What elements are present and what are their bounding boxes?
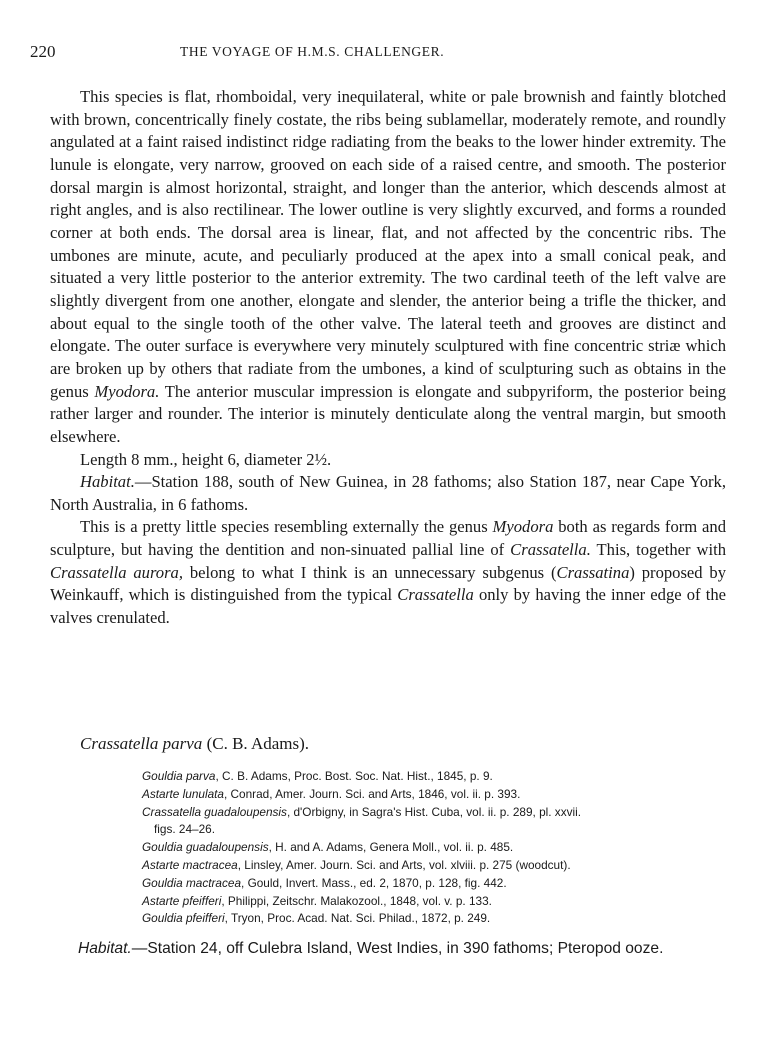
synonym-citation: , Conrad, Amer. Journ. Sci. and Arts, 1846, vol. ii. p. 393. [223, 786, 521, 801]
species-name: Crassatella aurora, [50, 562, 184, 582]
synonym-name: Gouldia mactracea [142, 875, 242, 890]
remarks-text: ) proposed by Weinkauff, which is distinguished from the typical [50, 562, 727, 605]
synonym-citation: , Gould, Invert. Mass., ed. 2, 1870, p. 128, fig. 442. [241, 875, 507, 890]
running-header [30, 42, 746, 64]
description-text-end: The anterior muscular impression is elongate and subpyriform, the posterior being rather larger and rounder. The interior is minutely denticulate along the ventral margin, but smooth elsewhere. [50, 381, 726, 446]
synonym-name: Gouldia pfeifferi [142, 911, 225, 926]
species-heading-name: Crassatella parva [80, 734, 203, 753]
synonym-citation: , Philippi, Zeitschr. Malakozool., 1848, vol. v. p. 133. [221, 893, 492, 908]
synonym-name: Astarte mactracea [142, 857, 238, 872]
synonym-name: Crassatella guadaloupensis [142, 804, 287, 819]
habitat-paragraph [50, 471, 726, 516]
genus-name: Crassatella [397, 585, 474, 605]
synonymy-entry [142, 857, 730, 875]
remarks-text: belong to what I think is an unnecessary subgenus ( [183, 562, 557, 582]
remarks-text: both as regards form and sculpture, but having the dentition and non-sinuated pallial line of [50, 517, 726, 560]
remarks-paragraph [50, 516, 726, 629]
synonymy-continuation: figs. 24–26. [154, 822, 215, 837]
synonym-citation: , d'Orbigny, in Sagra's Hist. Cuba, vol. ii. p. 289, pl. xxvii. [286, 804, 582, 819]
description-paragraph [50, 86, 726, 449]
genus-name: Myodora. [94, 381, 160, 401]
synonymy-entry [142, 768, 730, 786]
species-heading [80, 734, 309, 754]
description-text: This species is flat, rhomboidal, very inequilateral, white or pale brownish and faintly blotched with brown, concentrically finely costate, the ribs being sublamellar, moderately remote, and roundly angulated at a faint raised indistinct ridge radiating from the beaks to the lower hinder extremity. The lunule is elongate, very narrow, grooved on each side of a raised centre, and smooth. The posterior dorsal margin is almost horizontal, straight, and longer than the anterior, which descends almost at right angles, and is also rectilinear. The lower outline is very slightly excurved, and forms a rounded corner at both ends. The dorsal area is linear, flat, and not affected by the concentric ribs. The umbones are minute, acute, and peculiarly produced at the apex into a small conical peak, and situated a very little posterior to the anterior extremity. The two cardinal teeth of the left valve are slightly divergent from one another, elongate and slender, the anterior being a trifle the thicker, and about equal to the single tooth of the other valve. The lateral teeth and grooves are distinct and elongate. The outer surface is everywhere very minutely sculptured with fine concentric striæ which are broken up by others that radiate from the umbones, a kind of sculpturing such as obtains in the genus [50, 87, 726, 401]
synonymy-entry [142, 875, 730, 893]
synonym-citation: , H. and A. Adams, Genera Moll., vol. ii. p. 485. [268, 840, 514, 855]
habitat-text: —Station 24, off Culebra Island, West Indies, in 390 fathoms; Pteropod ooze. [131, 940, 664, 957]
synonym-name: Astarte lunulata [142, 786, 224, 801]
subgenus-name: Crassatina [556, 562, 630, 582]
species-heading-authority: (C. B. Adams). [202, 734, 310, 753]
remarks-text: This is a pretty little species resembling externally the genus [80, 517, 493, 537]
synonym-citation: , Linsley, Amer. Journ. Sci. and Arts, vol. xlviii. p. 275 (woodcut). [237, 857, 571, 872]
synonym-name: Gouldia guadaloupensis [142, 840, 269, 855]
remarks-text: only by having the inner edge of the valves crenulated. [50, 585, 727, 628]
remarks-text: This, together with [590, 540, 726, 560]
synonymy-entry [142, 786, 730, 804]
page-number: 220 [30, 42, 56, 61]
synonymy-entry [142, 804, 730, 822]
synonym-name: Gouldia parva [142, 769, 216, 783]
synonymy-entry [142, 893, 730, 911]
genus-name: Myodora [492, 517, 554, 537]
synonym-citation: , Tryon, Proc. Acad. Nat. Sci. Philad., 1872, p. 249. [224, 911, 491, 926]
habitat-paragraph-2 [78, 936, 726, 961]
synonym-citation: , C. B. Adams, Proc. Bost. Soc. Nat. Hist., 1845, p. 9. [215, 769, 493, 783]
synonymy-list [142, 768, 730, 928]
running-title: THE VOYAGE OF H.M.S. CHALLENGER. [180, 44, 445, 59]
synonym-name: Astarte pfeifferi [142, 893, 222, 908]
genus-name: Crassatella. [510, 540, 591, 560]
species-description [50, 86, 726, 630]
measurements: Length 8 mm., height 6, diameter 2½. [80, 449, 332, 469]
synonymy-entry [142, 910, 730, 928]
habitat-label: Habitat. [80, 472, 135, 492]
synonymy-entry [142, 839, 730, 857]
habitat-label: Habitat. [78, 940, 132, 957]
habitat-text: —Station 188, south of New Guinea, in 28 fathoms; also Station 187, near Cape York, North Australia, in 6 fathoms. [50, 472, 726, 514]
